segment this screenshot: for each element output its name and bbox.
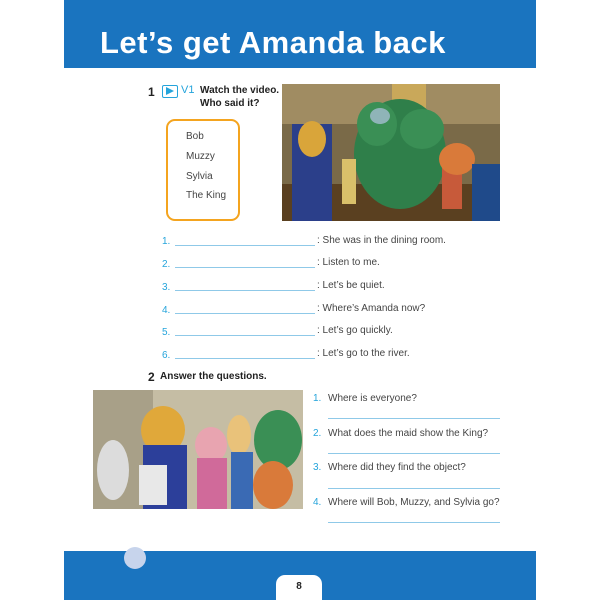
video-still-image-2 — [93, 390, 303, 509]
exercise-1-number: 1 — [148, 85, 155, 99]
question-text: Where will Bob, Muzzy, and Sylvia go? — [328, 497, 500, 508]
item-text: : Listen to me. — [317, 257, 380, 268]
name-item: Muzzy — [186, 151, 215, 162]
answer-line[interactable] — [328, 488, 500, 489]
answer-line[interactable] — [175, 267, 315, 268]
item-number: 4. — [162, 305, 171, 316]
page-title: Let’s get Amanda back — [100, 25, 446, 60]
item-number: 5. — [162, 327, 171, 338]
question-number: 3. — [313, 462, 322, 473]
name-item: The King — [186, 190, 227, 201]
exercise-2-number: 2 — [148, 370, 155, 384]
answer-line[interactable] — [328, 453, 500, 454]
question-text: Where did they find the object? — [328, 462, 466, 473]
answer-line[interactable] — [175, 335, 315, 336]
question-number: 1. — [313, 393, 322, 404]
item-number: 2. — [162, 259, 171, 270]
item-text: : Let’s go quickly. — [317, 325, 393, 336]
answer-line[interactable] — [175, 245, 315, 246]
exercise-1-instruction-line2: Who said it? — [200, 98, 260, 109]
question-text: What does the maid show the King? — [328, 428, 489, 439]
exercise-1-instruction-line1: Watch the video. — [200, 85, 280, 96]
answer-line[interactable] — [328, 418, 500, 419]
answer-line[interactable] — [175, 313, 315, 314]
answer-line[interactable] — [175, 358, 315, 359]
name-item: Sylvia — [186, 171, 213, 182]
exercise-2-instruction: Answer the questions. — [160, 371, 267, 382]
item-number: 6. — [162, 350, 171, 361]
answer-line[interactable] — [175, 290, 315, 291]
question-number: 4. — [313, 497, 322, 508]
video-play-icon — [162, 85, 178, 98]
item-text: : She was in the dining room. — [317, 235, 446, 246]
video-still-image-1 — [282, 84, 500, 221]
item-text: : Let’s go to the river. — [317, 348, 410, 359]
video-code: V1 — [181, 84, 195, 96]
decorative-dot — [124, 547, 146, 569]
page-number: 8 — [296, 581, 302, 592]
item-number: 3. — [162, 282, 171, 293]
item-text: : Let’s be quiet. — [317, 280, 385, 291]
question-number: 2. — [313, 428, 322, 439]
question-text: Where is everyone? — [328, 393, 417, 404]
name-item: Bob — [186, 131, 204, 142]
item-text: : Where’s Amanda now? — [317, 303, 426, 314]
item-number: 1. — [162, 236, 171, 247]
answer-line[interactable] — [328, 522, 500, 523]
